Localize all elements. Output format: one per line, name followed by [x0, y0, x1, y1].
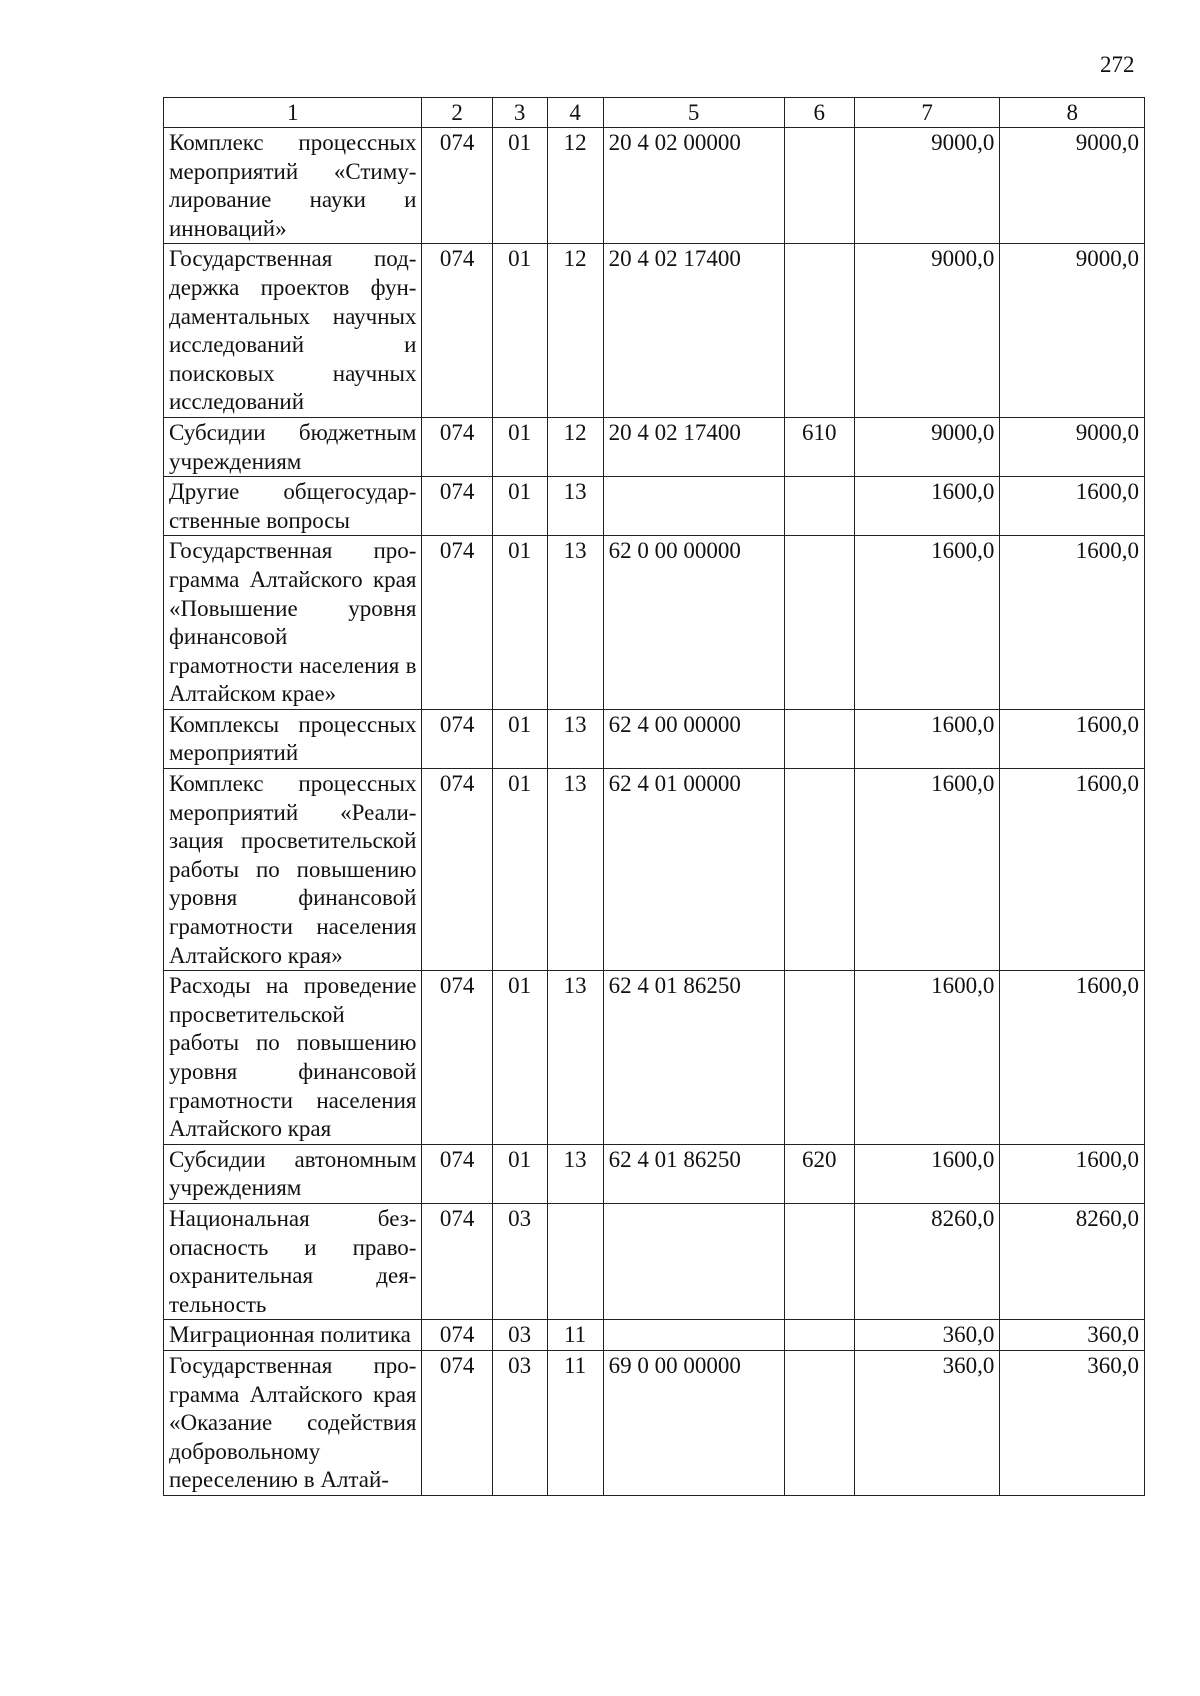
row-name-cell: Субсидии автономным учреждениям [164, 1144, 422, 1203]
subsection-code-cell: 12 [547, 417, 603, 476]
subsection-code-cell: 11 [547, 1320, 603, 1351]
row-name-cell: Миграционная политика [164, 1320, 422, 1351]
column-header-1: 1 [164, 98, 422, 128]
row-name-cell: Национальная безопасность и правоохранительная деятельность [164, 1203, 422, 1319]
amount-2-cell: 9000,0 [1000, 244, 1145, 418]
amount-1-cell: 360,0 [854, 1350, 1000, 1495]
table-row [164, 1320, 1145, 1351]
expense-type-cell: 620 [784, 1144, 854, 1203]
subsection-code-cell: 13 [547, 709, 603, 768]
expense-type-cell [784, 244, 854, 418]
dept-code-cell: 074 [422, 244, 492, 418]
subsection-code-cell: 11 [547, 1350, 603, 1495]
column-header-6: 6 [784, 98, 854, 128]
section-code-cell: 03 [492, 1203, 547, 1319]
amount-1-cell: 9000,0 [854, 128, 1000, 244]
target-code-cell: 20 4 02 00000 [603, 128, 784, 244]
amount-1-cell: 1600,0 [854, 971, 1000, 1145]
row-name-cell: Государственная программа Алтайского края «Повышение уровня финансовой грамотности населения в Алтайском крае» [164, 536, 422, 710]
subsection-code-cell: 12 [547, 128, 603, 244]
amount-1-cell: 9000,0 [854, 244, 1000, 418]
subsection-code-cell: 13 [547, 536, 603, 710]
dept-code-cell: 074 [422, 1203, 492, 1319]
section-code-cell: 01 [492, 477, 547, 536]
dept-code-cell: 074 [422, 1144, 492, 1203]
table-row [164, 477, 1145, 536]
expense-type-cell [784, 971, 854, 1145]
dept-code-cell: 074 [422, 477, 492, 536]
subsection-code-cell: 12 [547, 244, 603, 418]
amount-1-cell: 1600,0 [854, 709, 1000, 768]
expense-type-cell [784, 128, 854, 244]
table-row [164, 244, 1145, 418]
subsection-code-cell [547, 1203, 603, 1319]
section-code-cell: 01 [492, 417, 547, 476]
expense-type-cell [784, 1320, 854, 1351]
amount-2-cell: 1600,0 [1000, 536, 1145, 710]
dept-code-cell: 074 [422, 128, 492, 244]
section-code-cell: 01 [492, 128, 547, 244]
section-code-cell: 01 [492, 244, 547, 418]
table-row [164, 709, 1145, 768]
page-number: 272 [1100, 52, 1135, 77]
amount-2-cell: 360,0 [1000, 1320, 1145, 1351]
amount-2-cell: 1600,0 [1000, 477, 1145, 536]
expense-type-cell [784, 477, 854, 536]
amount-2-cell: 8260,0 [1000, 1203, 1145, 1319]
amount-1-cell: 360,0 [854, 1320, 1000, 1351]
expense-type-cell [784, 536, 854, 710]
target-code-cell: 20 4 02 17400 [603, 244, 784, 418]
column-header-2: 2 [422, 98, 492, 128]
section-code-cell: 03 [492, 1350, 547, 1495]
expense-type-cell: 610 [784, 417, 854, 476]
column-header-4: 4 [547, 98, 603, 128]
expense-type-cell [784, 709, 854, 768]
amount-1-cell: 1600,0 [854, 477, 1000, 536]
amount-2-cell: 9000,0 [1000, 128, 1145, 244]
amount-2-cell: 1600,0 [1000, 769, 1145, 971]
table-row [164, 971, 1145, 1145]
budget-table [163, 97, 1145, 1496]
target-code-cell: 62 4 01 86250 [603, 971, 784, 1145]
column-header-7: 7 [854, 98, 1000, 128]
dept-code-cell: 074 [422, 536, 492, 710]
section-code-cell: 01 [492, 1144, 547, 1203]
column-header-5: 5 [603, 98, 784, 128]
expense-type-cell [784, 1203, 854, 1319]
target-code-cell: 62 4 01 00000 [603, 769, 784, 971]
target-code-cell [603, 1320, 784, 1351]
amount-2-cell: 9000,0 [1000, 417, 1145, 476]
table-row [164, 536, 1145, 710]
table-row [164, 1350, 1145, 1495]
amount-1-cell: 8260,0 [854, 1203, 1000, 1319]
dept-code-cell: 074 [422, 417, 492, 476]
target-code-cell: 20 4 02 17400 [603, 417, 784, 476]
table-row [164, 128, 1145, 244]
subsection-code-cell: 13 [547, 477, 603, 536]
table-row [164, 1144, 1145, 1203]
section-code-cell: 01 [492, 536, 547, 710]
subsection-code-cell: 13 [547, 769, 603, 971]
row-name-cell: Государственная программа Алтайского края «Оказание содействия добровольному переселению в Алтай- [164, 1350, 422, 1495]
dept-code-cell: 074 [422, 971, 492, 1145]
expense-type-cell [784, 769, 854, 971]
table-body [164, 128, 1145, 1496]
amount-2-cell: 1600,0 [1000, 709, 1145, 768]
amount-2-cell: 360,0 [1000, 1350, 1145, 1495]
section-code-cell: 03 [492, 1320, 547, 1351]
row-name-cell: Другие общегосударственные вопросы [164, 477, 422, 536]
row-name-cell: Государственная поддержка проектов фундаментальных научных исследований и поисковых научных исследований [164, 244, 422, 418]
table-row [164, 417, 1145, 476]
amount-1-cell: 9000,0 [854, 417, 1000, 476]
target-code-cell: 62 4 00 00000 [603, 709, 784, 768]
row-name-cell: Субсидии бюджетным учреждениям [164, 417, 422, 476]
header-row [164, 98, 1145, 128]
row-name-cell: Комплекс процессных мероприятий «Стимулирование науки и инноваций» [164, 128, 422, 244]
section-code-cell: 01 [492, 709, 547, 768]
subsection-code-cell: 13 [547, 971, 603, 1145]
table-row [164, 1203, 1145, 1319]
target-code-cell [603, 1203, 784, 1319]
section-code-cell: 01 [492, 971, 547, 1145]
amount-1-cell: 1600,0 [854, 536, 1000, 710]
table-header [164, 98, 1145, 128]
table-row [164, 769, 1145, 971]
amount-2-cell: 1600,0 [1000, 1144, 1145, 1203]
amount-2-cell: 1600,0 [1000, 971, 1145, 1145]
dept-code-cell: 074 [422, 769, 492, 971]
expense-type-cell [784, 1350, 854, 1495]
target-code-cell: 62 0 00 00000 [603, 536, 784, 710]
column-header-8: 8 [1000, 98, 1145, 128]
subsection-code-cell: 13 [547, 1144, 603, 1203]
dept-code-cell: 074 [422, 1350, 492, 1495]
amount-1-cell: 1600,0 [854, 1144, 1000, 1203]
amount-1-cell: 1600,0 [854, 769, 1000, 971]
target-code-cell: 62 4 01 86250 [603, 1144, 784, 1203]
dept-code-cell: 074 [422, 1320, 492, 1351]
target-code-cell: 69 0 00 00000 [603, 1350, 784, 1495]
row-name-cell: Комплекс процессных мероприятий «Реализация просветительской работы по повышению уровня финансовой грамотности населения Алтайского края» [164, 769, 422, 971]
dept-code-cell: 074 [422, 709, 492, 768]
section-code-cell: 01 [492, 769, 547, 971]
column-header-3: 3 [492, 98, 547, 128]
row-name-cell: Комплексы процессных мероприятий [164, 709, 422, 768]
row-name-cell: Расходы на проведение просветительской работы по повышению уровня финансовой грамотности населения Алтайского края [164, 971, 422, 1145]
target-code-cell [603, 477, 784, 536]
